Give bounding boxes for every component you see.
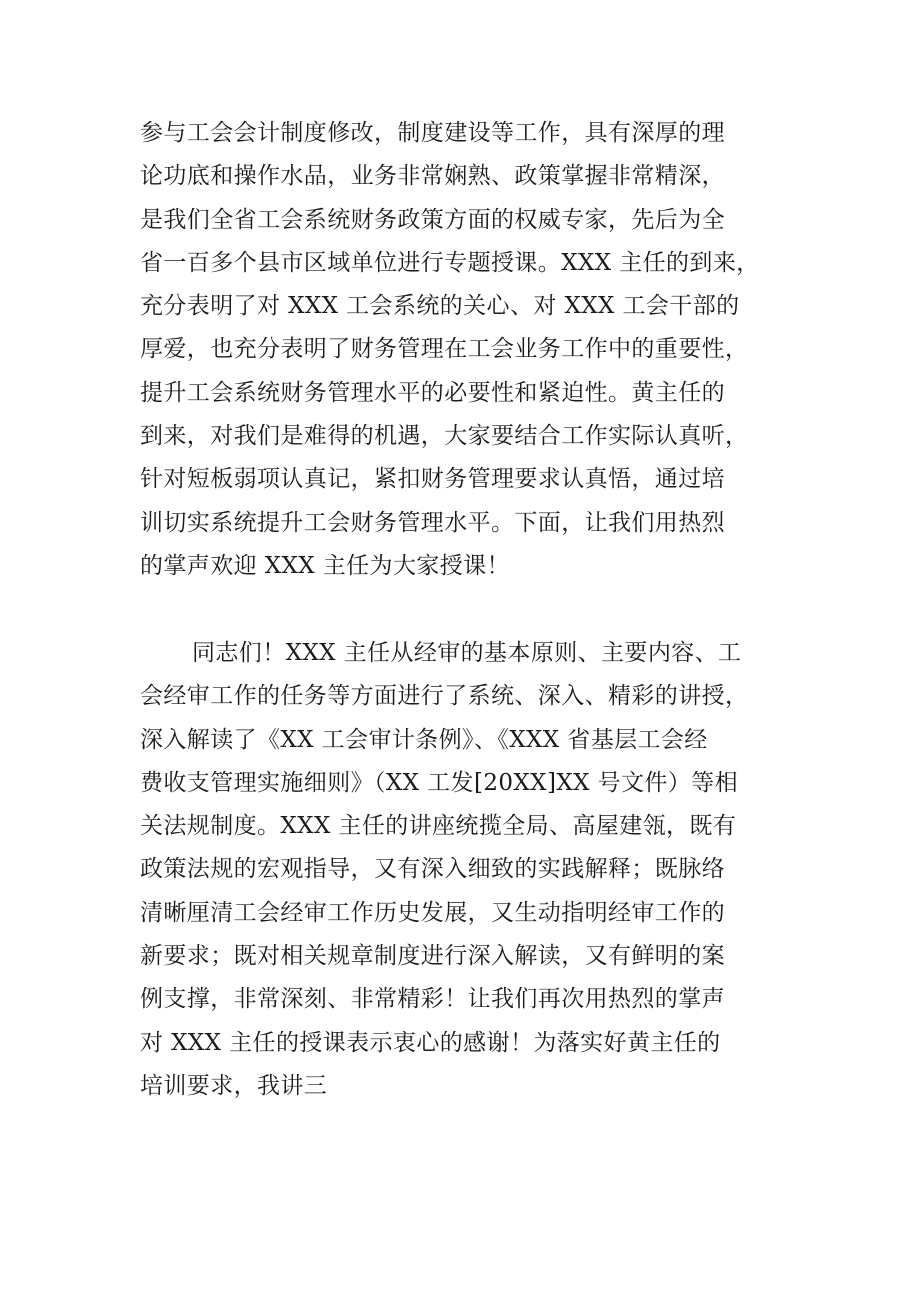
text-line: 例支撑，非常深刻、非常精彩！让我们再次用热烈的掌声 [140,986,725,1013]
text-line: 政策法规的宏观指导，又有深入细致的实践解释；既脉络 [140,856,725,883]
text-line: 关法规制度。XXX 主任的讲座统揽全局、高屋建瓴，既有 [140,813,737,840]
text-line: 是我们全省工会系统财务政策方面的权威专家，先后为全 [140,206,725,233]
text-line: 参与工会会计制度修改，制度建设等工作，具有深厚的理 [140,120,725,146]
text-line: 论功底和操作水品，业务非常娴熟、政策掌握非常精深， [140,163,725,190]
text-line: 培训要求，我讲三 [140,1072,328,1099]
text-line: 对 XXX 主任的授课表示衷心的感谢！为落实好黄主任的 [140,1029,721,1056]
text-line: 省一百多个县市区域单位进行专题授课。XXX 主任的到来， [140,249,760,276]
text-line: 清晰厘清工会经审工作历史发展，又生动指明经审工作的 [140,899,725,926]
paragraph-1 [140,112,790,588]
text-line: 针对短板弱项认真记，紧扣财务管理要求认真悟，通过培 [140,466,725,493]
text-line: 深入解读了《XX 工会审计条例》、《XXX 省基层工会经 [140,726,708,753]
text-line: 费收支管理实施细则》（XX 工发[20XX]XX 号文件）等相 [140,769,738,796]
text-line: 训切实系统提升工会财务管理水平。下面，让我们用热烈 [140,509,725,536]
paragraph-2 [140,632,790,1108]
text-line: 提升工会系统财务管理水平的必要性和紧迫性。黄主任的 [140,379,725,406]
text-line: 的掌声欢迎 XXX 主任为大家授课！ [140,552,510,579]
text-line: 厚爱，也充分表明了财务管理在工会业务工作中的重要性， [140,336,749,363]
text-line: 到来，对我们是难得的机遇，大家要结合工作实际认真听， [140,423,749,450]
text-line: 会经审工作的任务等方面进行了系统、深入、精彩的讲授， [140,683,749,710]
text-line: 充分表明了对 XXX 工会系统的关心、对 XXX 工会干部的 [140,293,740,320]
text-line: 同志们！XXX 主任从经审的基本原则、主要内容、工 [192,640,742,666]
text-line: 新要求；既对相关规章制度进行深入解读，又有鲜明的案 [140,943,725,970]
